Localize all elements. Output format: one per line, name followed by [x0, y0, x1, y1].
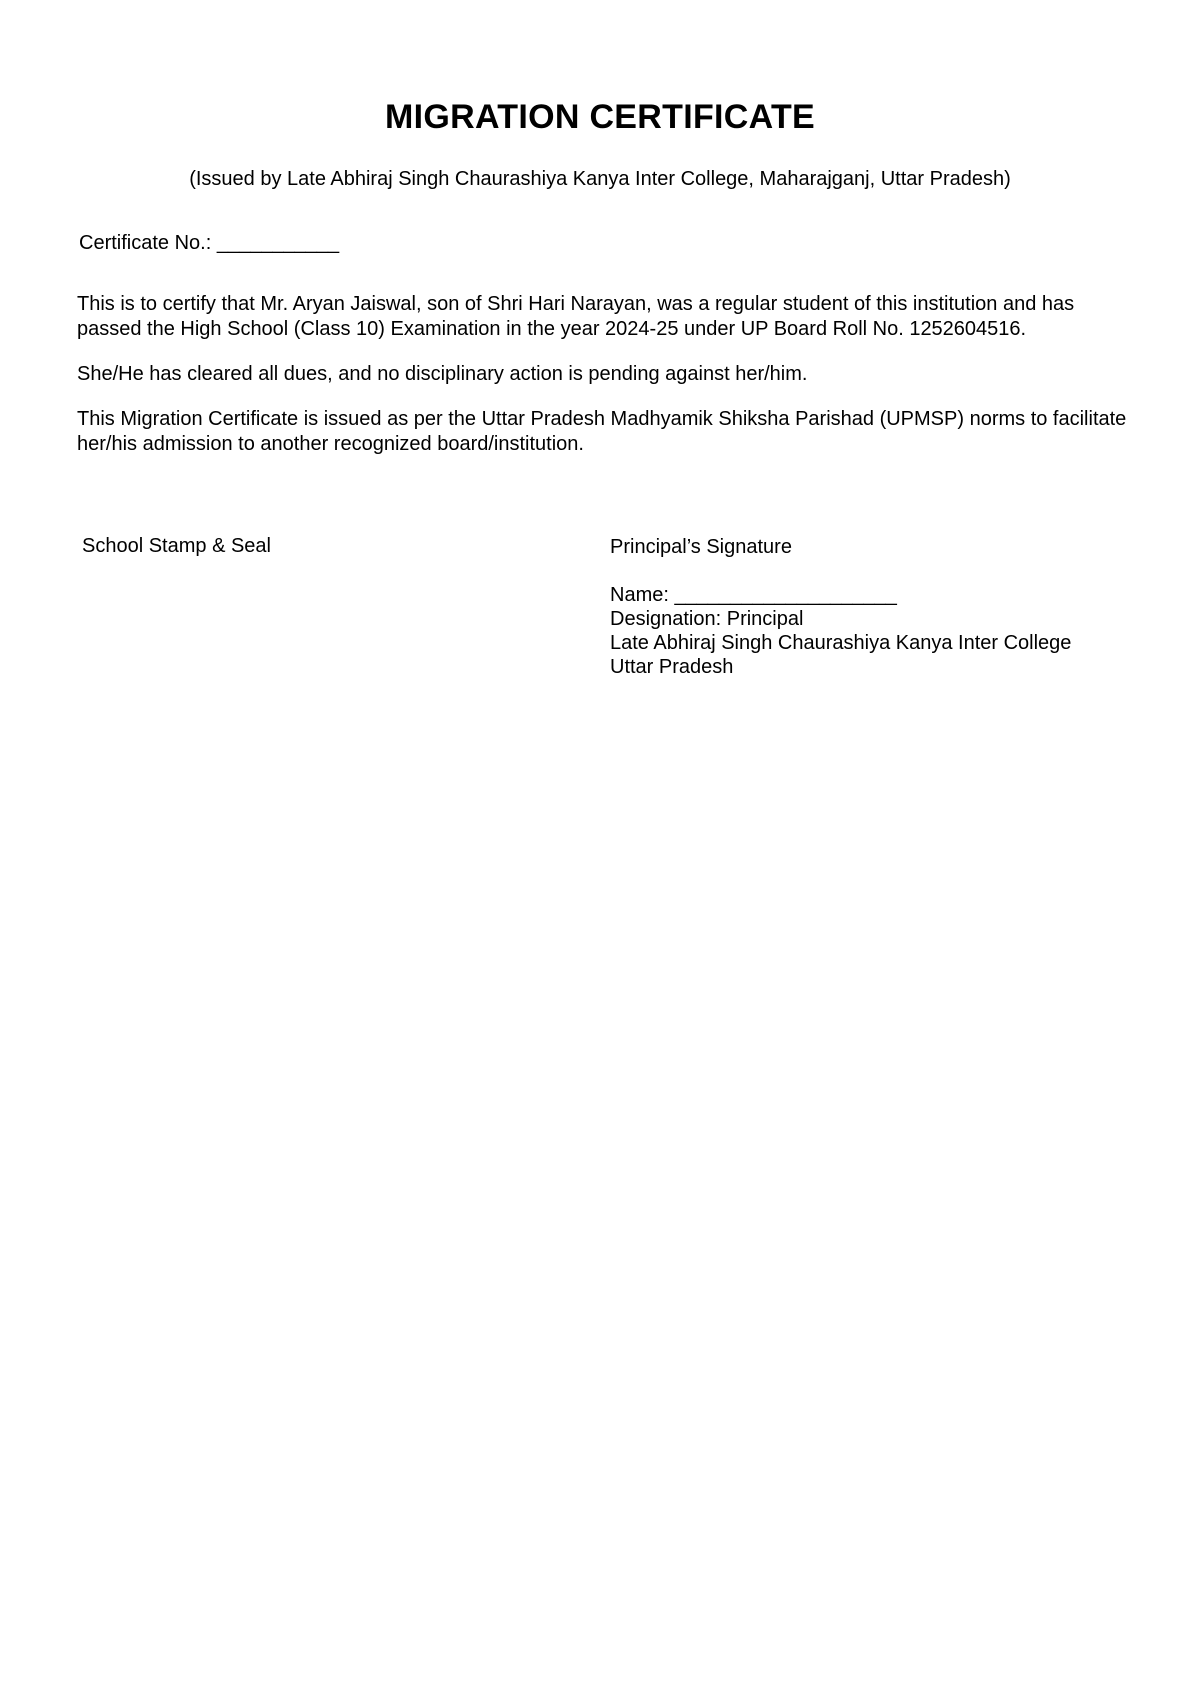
principal-name-line: Name: ____________________	[610, 584, 897, 606]
page-title: MIGRATION CERTIFICATE	[384, 98, 815, 136]
signature-block	[610, 535, 1071, 679]
institution-name: Late Abhiraj Singh Chaurashiya Kanya Inter College	[610, 632, 1072, 654]
issuer-subtitle: (Issued by Late Abhiraj Singh Chaurashiya Kanya Inter College, Maharajganj, Uttar Pradesh)	[189, 168, 1011, 190]
dues-paragraph: She/He has cleared all dues, and no disciplinary action is pending against her/him.	[77, 363, 808, 385]
certificate-number: Certificate No.: ___________	[79, 232, 340, 254]
stamp-seal-label: School Stamp & Seal	[82, 535, 271, 557]
institution-state: Uttar Pradesh	[610, 656, 734, 678]
certification-paragraph: This is to certify that Mr. Aryan Jaiswal, son of Shri Hari Narayan, was a regular student of this institution and has passed the High School (Class 10) Examination in the year 2024-25 under UP Board Roll No. 1252604516.	[77, 293, 1075, 340]
principal-designation: Designation: Principal	[610, 608, 804, 630]
purpose-paragraph: This Migration Certificate is issued as per the Uttar Pradesh Madhyamik Shiksha Parishad (UPMSP) norms to facilitate her/his admission to another recognized board/institution.	[77, 408, 1127, 455]
principal-signature-label: Principal’s Signature	[610, 536, 792, 558]
